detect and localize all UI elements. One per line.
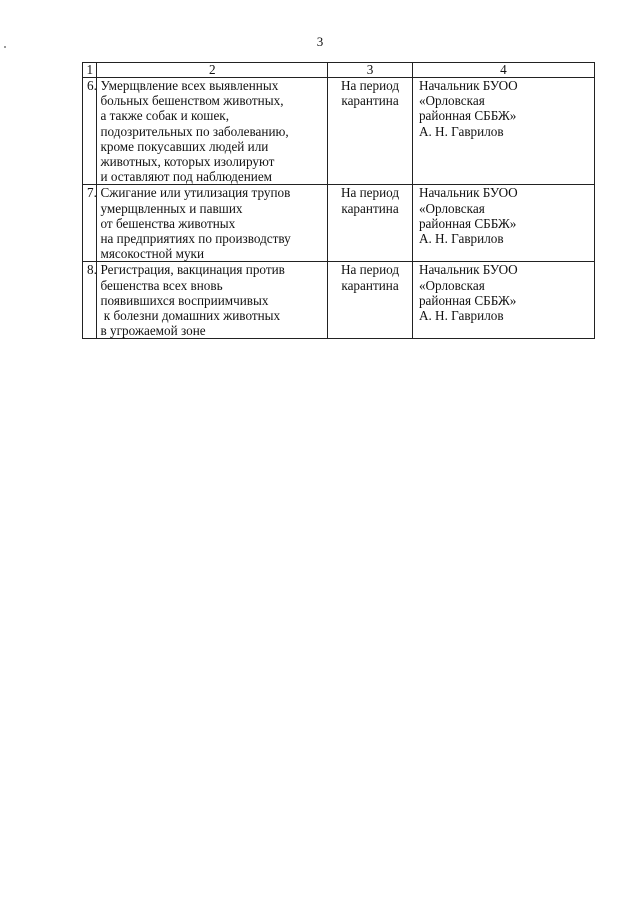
measure-line: от бешенства животных <box>100 215 236 231</box>
responsible-line: районная СББЖ» <box>418 292 517 308</box>
measures-table <box>82 62 595 339</box>
measure-line: Сжигание или утилизация трупов <box>100 185 291 201</box>
period-line: На период <box>340 78 400 93</box>
measure-line: Регистрация, вакцинация против <box>100 262 285 278</box>
responsible-line: «Орловская <box>418 93 485 109</box>
period-line: На период <box>340 185 400 201</box>
measure-line: больных бешенством животных, <box>100 93 284 109</box>
responsible-line: А. Н. Гаврилов <box>418 308 504 324</box>
responsible-cell <box>412 262 594 339</box>
period-cell <box>328 262 413 339</box>
measure-line: а также собак и кошек, <box>100 108 230 124</box>
measure-line: бешенства всех вновь <box>100 277 223 293</box>
responsible-cell <box>412 185 594 262</box>
responsible-line: Начальник БУОО <box>418 262 518 278</box>
measure-cell <box>97 78 328 185</box>
table-row <box>83 262 595 339</box>
measure-line: появившихся восприимчивых <box>100 292 269 308</box>
responsible-line: Начальник БУОО <box>418 78 518 93</box>
period-line: карантина <box>341 200 399 216</box>
responsible-line: районная СББЖ» <box>418 215 517 231</box>
period-line: На период <box>340 262 400 278</box>
table-row <box>83 185 595 262</box>
measure-line: кроме покусавших людей или <box>100 138 269 154</box>
responsible-line: А. Н. Гаврилов <box>418 123 504 139</box>
measure-cell <box>97 262 328 339</box>
period-line: карантина <box>341 277 399 293</box>
measure-cell <box>97 185 328 262</box>
measure-line: на предприятиях по производству <box>100 231 291 247</box>
period-cell <box>328 185 413 262</box>
page-number: 3 <box>316 34 324 49</box>
measure-line: в угрожаемой зоне <box>100 323 206 339</box>
header-cell-3: 3 <box>328 63 413 78</box>
responsible-line: районная СББЖ» <box>418 108 517 124</box>
table-row <box>83 78 595 185</box>
responsible-line: «Орловская <box>418 277 485 293</box>
measure-line: животных, которых изолируют <box>100 154 275 170</box>
row-number: 6. <box>83 78 97 185</box>
responsible-line: Начальник БУОО <box>418 185 518 201</box>
measure-line: к болезни домашних животных <box>100 308 281 324</box>
responsible-cell <box>412 78 594 185</box>
header-cell-1: 1 <box>83 63 97 78</box>
header-cell-4: 4 <box>412 63 594 78</box>
table-header-row <box>83 63 595 78</box>
measure-line: мясокостной муки <box>100 246 205 262</box>
measure-line: и оставляют под наблюдением <box>100 169 273 185</box>
responsible-line: «Орловская <box>418 200 485 216</box>
header-cell-2: 2 <box>97 63 328 78</box>
row-number: 7. <box>83 185 97 262</box>
period-cell <box>328 78 413 185</box>
measure-line: Умерщвление всех выявленных <box>100 78 279 93</box>
responsible-line: А. Н. Гаврилов <box>418 231 504 247</box>
period-line: карантина <box>341 93 399 109</box>
measure-line: подозрительных по заболеванию, <box>100 123 289 139</box>
row-number: 8. <box>83 262 97 339</box>
measure-line: умерщвленных и павших <box>100 200 243 216</box>
